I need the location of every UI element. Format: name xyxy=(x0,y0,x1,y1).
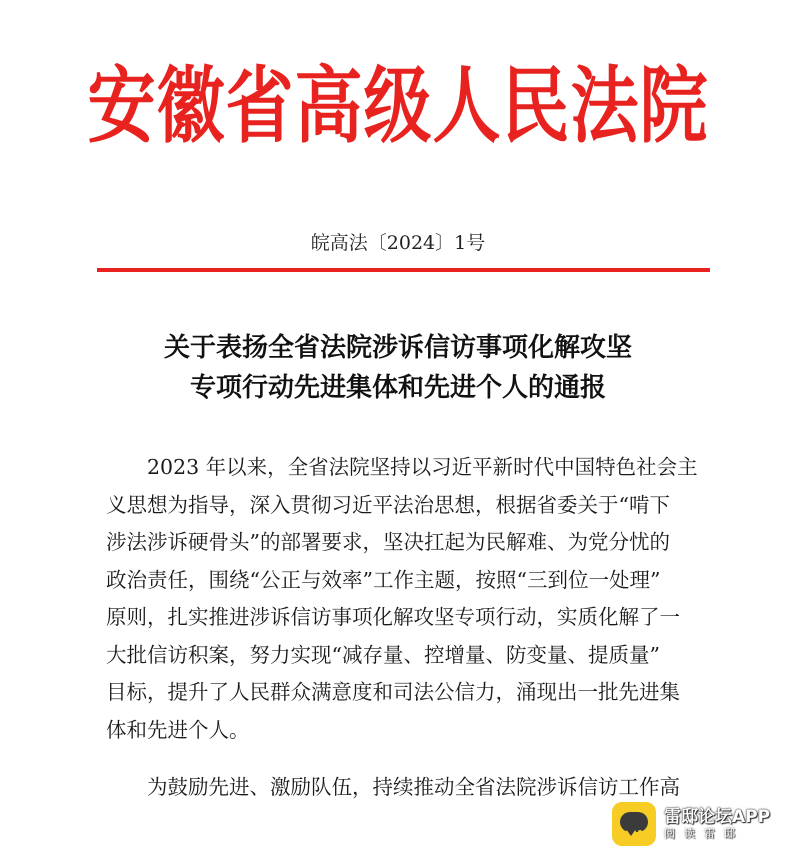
body-line: 义思想为指导，深入贯彻习近平法治思想，根据省委关于“啃下 xyxy=(106,492,670,517)
red-divider xyxy=(97,268,710,272)
title-line-2: 专项行动先进集体和先进个人的通报 xyxy=(189,373,606,403)
body-line: 为鼓励先进、激励队伍，持续推动全省法院涉诉信访工作高 xyxy=(147,775,680,799)
paragraph-gap xyxy=(106,749,702,769)
body-line: 涉法涉诉硬骨头”的部署要求，坚决扛起为民解难、为党分忧的 xyxy=(106,530,670,554)
body-line: 目标，提升了人民群众满意度和司法公信力，涌现出一批先进集 xyxy=(106,680,680,704)
body-line: 体和先进个人。 xyxy=(106,717,250,742)
document-body xyxy=(106,449,702,807)
body-line: 原则，扎实推进涉诉信访事项化解攻坚专项行动，实质化解了一 xyxy=(106,605,680,629)
watermark-subtitle: 阅读雷邸 xyxy=(664,827,744,840)
body-line: 2023 年以来，全省法院坚持以习近平新时代中国特色社会主 xyxy=(147,455,698,479)
app-watermark xyxy=(612,800,788,848)
watermark-name: 雷邸论坛APP xyxy=(664,807,771,827)
title-line-1: 关于表扬全省法院涉诉信访事项化解攻坚 xyxy=(163,333,632,363)
document-title xyxy=(0,328,796,408)
body-line: 大批信访积案，努力实现“减存量、控增量、防变量、提质量” xyxy=(106,642,660,667)
document-number: 皖高法〔2024〕1号 xyxy=(310,232,486,254)
chat-bubble-icon xyxy=(612,802,656,846)
body-line: 政治责任，围绕“公正与效率”工作主题，按照“三到位一处理” xyxy=(106,567,661,592)
issuer-header: 安徽省高级人民法院 xyxy=(87,57,709,156)
